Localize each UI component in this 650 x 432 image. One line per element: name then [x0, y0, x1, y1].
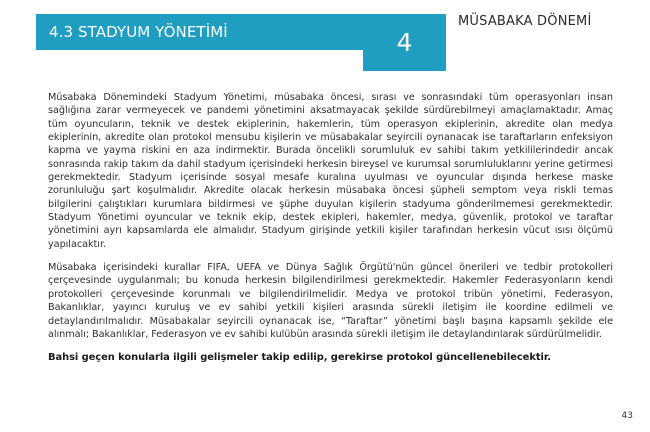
closing-note: Bahsi geçen konularla ilgili gelişmeler takip edilip, gerekirse protokol güncellenebilecektir. [48, 352, 551, 364]
chapter-number-box [363, 14, 446, 71]
chapter-title: MÜSABAKA DÖNEMİ [458, 14, 592, 29]
page-content [48, 91, 613, 364]
body-paragraph-2: Müsabaka içerisindeki kurallar FIFA, UEFA ve Dünya Sağlık Örgütü'nün güncel önerileri ve tedbir protokolleri çerçevesinde uygulanmalı; bu konuda herkesin bilgilendirilmesi gerekmektedir. Hakemler Federasyonların kendi protokolleri çerçevesinde korunmalı ve bilgilendirilmelidir. Medya ve protokol tribün yönetimi, Federasyon, Bakanlıklar, yayıncı kuruluş ve ev sahibi yetkili kişileri arasında sürekli iletişim ile koordine edilmeli ve detaylandırılmalıdır. Müsabakalar seyircili oynanacak ise, “Taraftar” yönetimi başlı başına kapsamlı şekilde ele alınmalı; Bakanlıklar, Federasyon ve ev sahibi kulübün arasında sürekli iletişim ile detaylandırılarak sürdürülmelidir. [48, 262, 613, 340]
section-label: 4.3 STADYUM YÖNETİMİ [49, 23, 228, 41]
page-number: 43 [621, 411, 633, 421]
section-header-bar [36, 14, 363, 50]
body-paragraph-1: Müsabaka Dönemindeki Stadyum Yönetimi, müsabaka öncesi, sırası ve sonrasındaki tüm operasyonları insan sağlığına zarar vermeyecek ve pandemi yönetimini aksatmayacak şekilde sürdürebilmeyi amaçlamaktadır. Amaç tüm oyuncuların, teknik ve destek ekiplerinin, hakemlerin, tüm operasyon ekiplerinin, akredite olan medya ekiplerinin, akredite olan protokol mensubu kişilerin ve müsabakalar seyircili oynanacak ise taraftarların enfeksiyon kapma ve yayma riskini en aza indirmektir. Burada öncelikli sorumluluk ev sahibi takım yetkililerindedir ancak sonrasında rakip takım da dahil stadyum içerisindeki herkesin bireysel ve kurumsal sorumluluklarını yerine getirmesi gerekmektedir. Stadyum içerisinde sosyal mesafe kuralına uyulması ve oyuncular dışında herkese maske zorunluluğu şart koşulmalıdır. Akredite olacak herkesin müsabaka öncesi şüpheli semptom veya riskli temas bilgilerini çalıştıkları kurumlara bildirmesi ve şüphe duyulan kişilerin stadyuma gönderilmemesi gerekmektedir. Stadyum Yönetimi oyuncular ve teknik ekip, destek ekipleri, hakemler, medya, güvenlik, protokol ve taraftar yönetimini ayrı kapsamlarda ele almalıdır. Stadyum girişinde yetkili kişiler tarafından herkesin vücut ısısı ölçümü yapılacaktır. [48, 92, 613, 250]
chapter-number: 4 [396, 28, 413, 57]
